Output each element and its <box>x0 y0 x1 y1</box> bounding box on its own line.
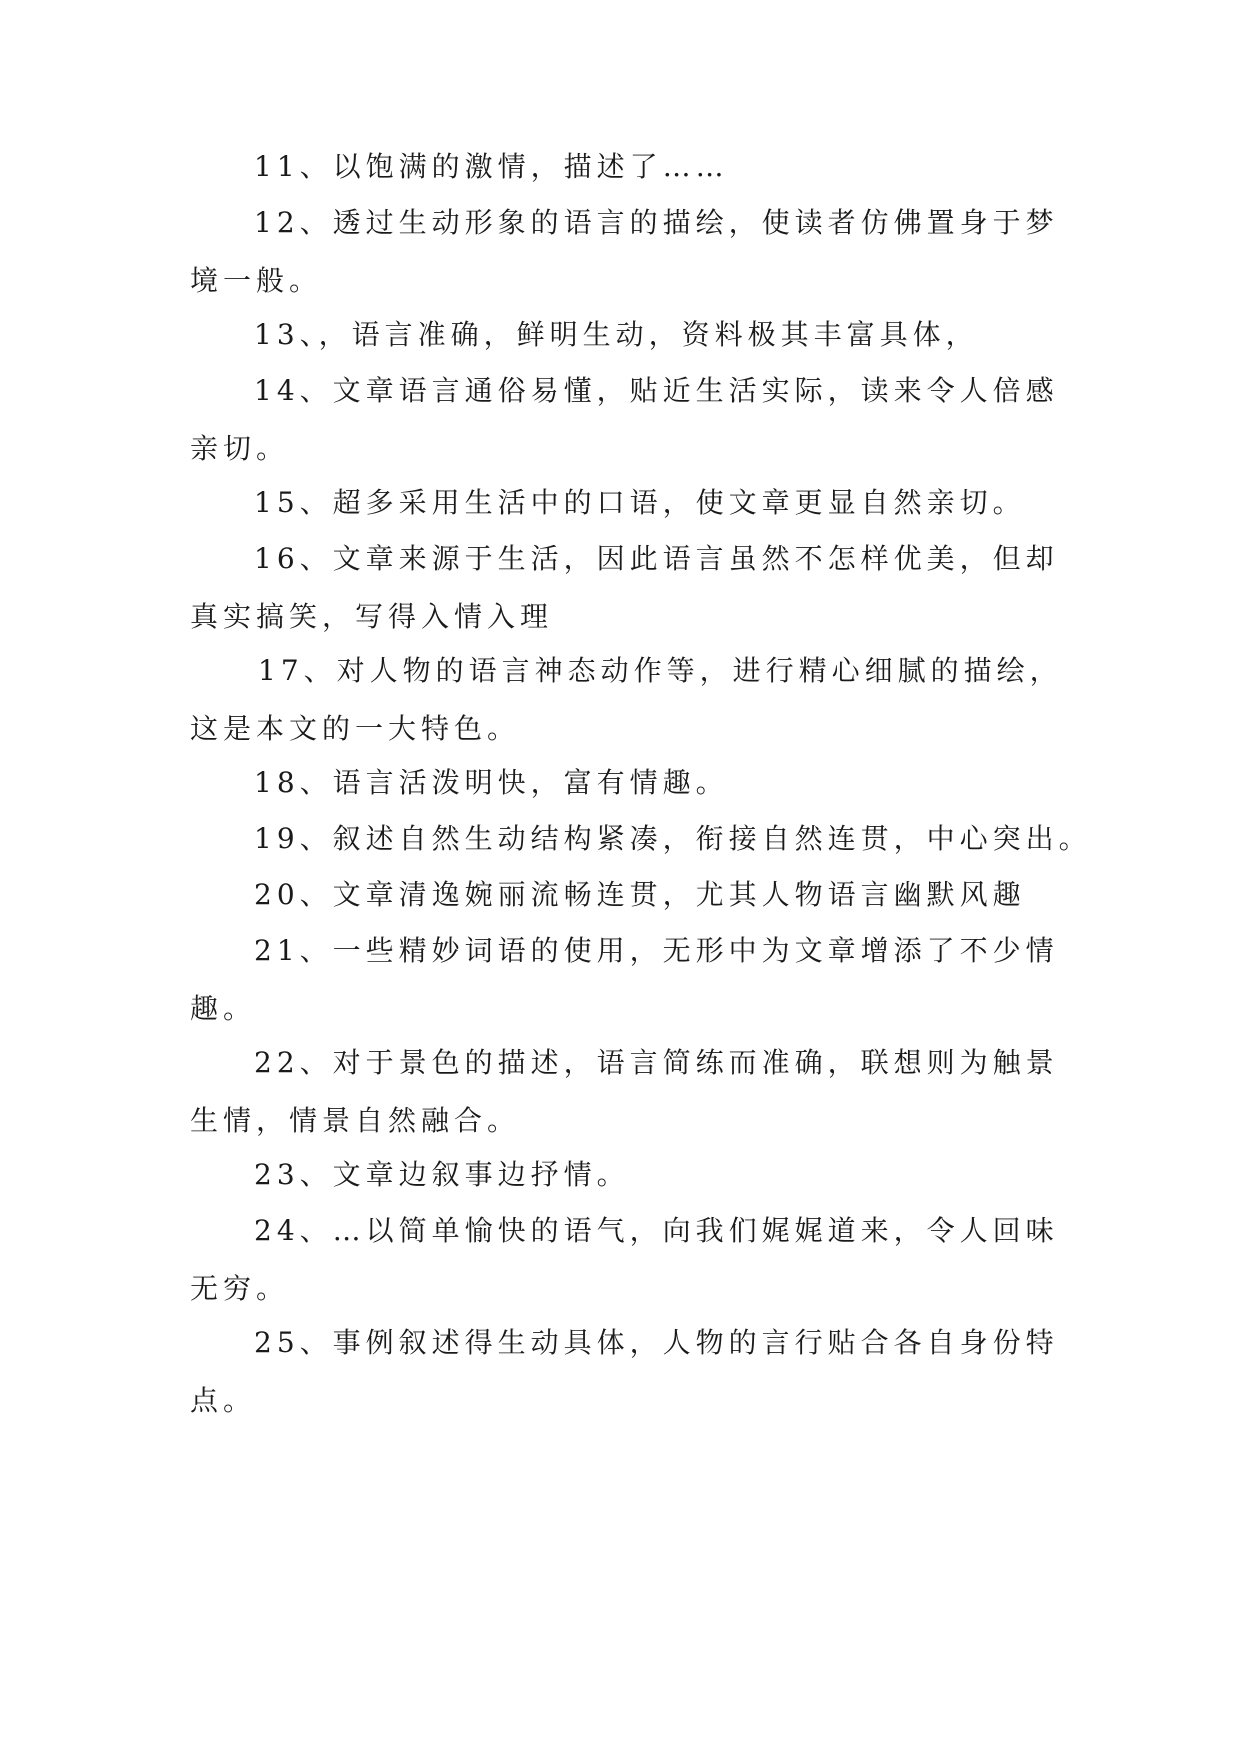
paragraph-18 <box>190 754 1050 812</box>
paragraph-line: 21、一些精妙词语的使用，无形中为文章增添了不少情 <box>254 934 1059 967</box>
paragraph-24 <box>190 1202 1059 1318</box>
paragraph-line: 无穷。 <box>190 1272 290 1305</box>
paragraph-17 <box>190 642 1063 758</box>
paragraph-line: 14、文章语言通俗易懂，贴近生活实际，读来令人倍感 <box>254 374 1059 407</box>
paragraph-line: 生情，情景自然融合。 <box>190 1104 521 1137</box>
paragraph-25 <box>190 1314 1059 1430</box>
paragraph-line: 25、事例叙述得生动具体，人物的言行贴合各自身份特 <box>254 1326 1059 1359</box>
paragraph-line: 趣。 <box>190 992 257 1025</box>
paragraph-11 <box>190 138 1050 196</box>
paragraph-line: 15、超多采用生活中的口语，使文章更显自然亲切。 <box>254 486 1026 519</box>
paragraph-line: 24、…以简单愉快的语气，向我们娓娓道来，令人回味 <box>254 1214 1059 1247</box>
paragraph-line: 亲切。 <box>190 432 290 465</box>
paragraph-line: 点。 <box>190 1384 257 1417</box>
paragraph-line: 13、，语言准确，鲜明生动，资料极其丰富具体， <box>254 318 979 351</box>
paragraph-line: 22、对于景色的描述，语言简练而准确，联想则为触景 <box>254 1046 1059 1079</box>
paragraph-line: 19、叙述自然生动结构紧凑，衔接自然连贯，中心突出。 <box>254 822 1092 855</box>
paragraph-14 <box>190 362 1059 478</box>
paragraph-15 <box>190 474 1050 532</box>
paragraph-23 <box>190 1146 1050 1204</box>
paragraph-line: 23、文章边叙事边抒情。 <box>254 1158 630 1191</box>
paragraph-line: 20、文章清逸婉丽流畅连贯，尤其人物语言幽默风趣 <box>254 878 1026 911</box>
paragraph-line: 这是本文的一大特色。 <box>190 712 521 745</box>
paragraph-12 <box>190 194 1059 310</box>
paragraph-line: 真实搞笑，写得入情入理 <box>190 600 554 633</box>
paragraph-line: 18、语言活泼明快，富有情趣。 <box>254 766 729 799</box>
paragraph-16 <box>190 530 1059 646</box>
paragraph-20 <box>190 866 1050 924</box>
paragraph-line: 16、文章来源于生活，因此语言虽然不怎样优美，但却 <box>254 542 1059 575</box>
paragraph-line: 17、对人物的语言神态动作等，进行精心细腻的描绘， <box>258 654 1063 687</box>
paragraph-line: 境一般。 <box>190 264 323 297</box>
paragraph-13 <box>190 306 1050 364</box>
paragraph-22 <box>190 1034 1059 1150</box>
paragraph-19 <box>190 810 1092 868</box>
paragraph-21 <box>190 922 1059 1038</box>
paragraph-line: 11、以饱满的激情，描述了…… <box>254 150 729 183</box>
paragraph-line: 12、透过生动形象的语言的描绘，使读者仿佛置身于梦 <box>254 206 1059 239</box>
